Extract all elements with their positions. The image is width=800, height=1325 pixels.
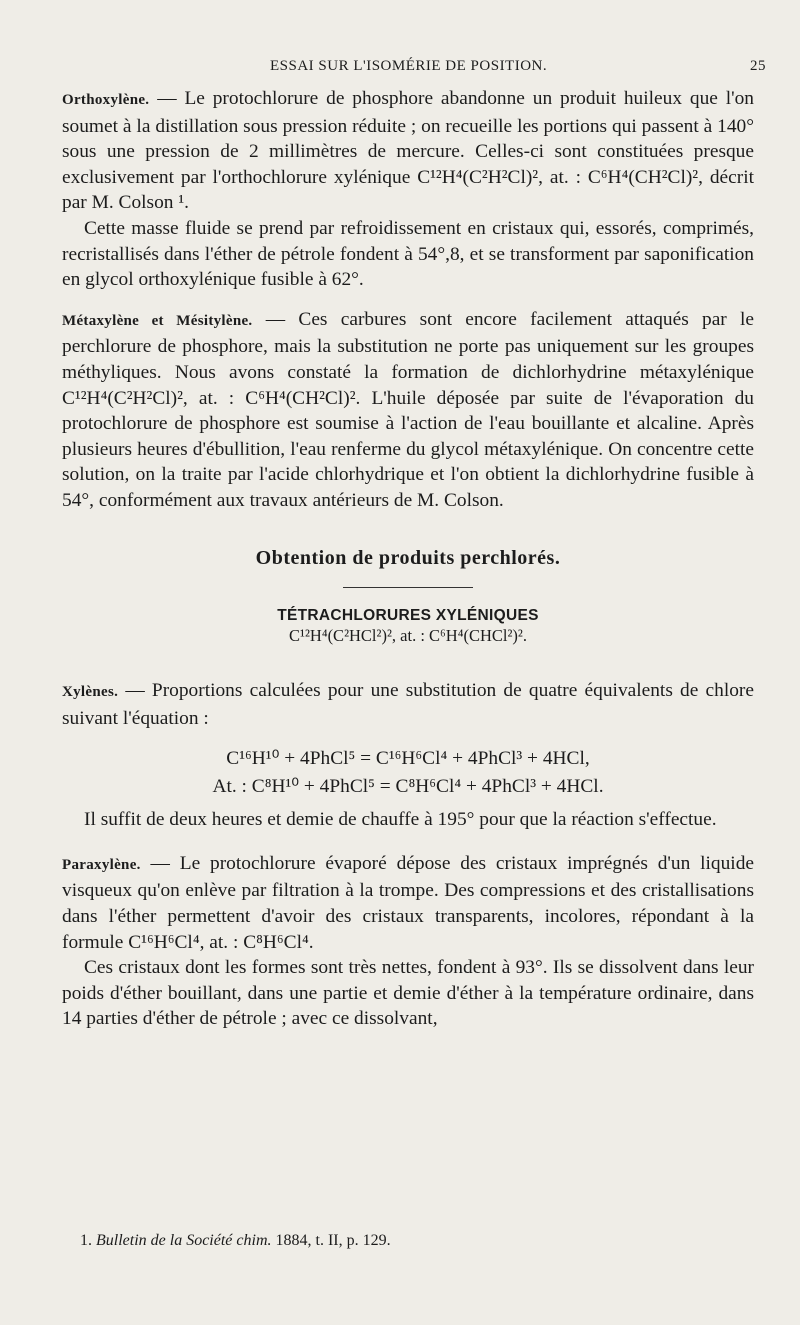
subsection-formula: C¹²H⁴(C²HCl²)², at. : C⁶H⁴(CHCl²)². [289,626,527,646]
runin-paraxylene: Paraxylène. [62,856,141,873]
paragraph-xylenes [62,678,754,731]
equation-line-2: At. : C⁸H¹⁰ + 4PhCl⁵ = C⁸H⁶Cl⁴ + 4PhCl³ + 4HCl. [212,776,604,798]
section-divider [343,587,473,588]
running-header [0,58,800,82]
runin-orthoxylene: Orthoxylène. [62,92,150,108]
metaxylene-text: — Ces carbures sont encore facilement attaqués par le perchlorure de phosphore, mais la substitution ne porte pas uniquement sur les groupes méthyliques. Nous avons constaté la formation de dichlorhydrine métaxylénique C¹²H⁴(C²H²Cl)², at. : C⁶H⁴(CH²Cl)². L'huile déposée par suite de l'évaporation du protochlorure de phosphore est soumise à l'action de l'eau bouillante et alcaline. Après plusieurs heures d'ébullition, l'eau renferme du glycol métaxylénique. On concentre cette solution, on la traite par l'acide chlorhydrique et l'on obtient la dichlorhydrine fusible à 54°, conformément aux travaux antérieurs de M. Colson. [62,308,755,511]
paragraph-orthoxylene-2: Cette masse fluide se prend par refroidissement en cristaux qui, essorés, comprimés, recristallisés dans l'éther de pétrole fondent à 54°,8, et se transforment par saponification en glycol orthoxylénique fusible à 62°. [62,217,754,291]
body-text [62,86,754,1032]
page-number: 25 [750,58,766,74]
running-title: ESSAI SUR L'ISOMÉRIE DE POSITION. [270,58,548,74]
equation-line-1: C¹⁶H¹⁰ + 4PhCl⁵ = C¹⁶H⁶Cl⁴ + 4PhCl³ + 4HCl, [226,748,590,770]
section-heading: Obtention de produits perchlorés. [255,546,561,569]
runin-xylenes: Xylènes. [62,684,119,701]
paragraph-orthoxylene [62,86,754,216]
equation-block [62,745,754,801]
paragraph-paraxylene [62,851,754,955]
runin-metaxylene: Métaxylène et Mésitylène. [62,312,253,329]
paragraph-xylenes-2: Il suffit de deux heures et demie de chauffe à 195° pour que la réaction s'effectue. [84,809,717,831]
orthoxylene-text: — Le protochlorure de phosphore abandonne un produit huileux que l'on soumet à la distillation sous pression réduite ; on recueille les portions qui passent à 140° sous une pression de 2 millimètres de mercure. Celles-ci sont constituées presque exclusivement par l'orthochlorure xylénique C¹²H⁴(C²H²Cl)², at. : C⁶H⁴(CH²Cl)², décrit par M. Colson ¹. [62,88,754,214]
footnote-number: 1. [80,1232,92,1249]
footnote-details: 1884, t. II, p. 129. [271,1232,391,1249]
footnote-source: Bulletin de la Société chim. [96,1232,272,1249]
paraxylene-text: — Le protochlorure évaporé dépose des cristaux imprégnés d'un liquide visqueux qu'on enlève par filtration à la trompe. Des compressions et des cristallisations dans l'éther permettent d'avoir des cristaux transparents, incolores, répondant à la formule C¹⁶H⁶Cl⁴, at. : C⁸H⁶Cl⁴. [62,852,754,953]
paragraph-paraxylene-2: Ces cristaux dont les formes sont très nettes, fondent à 93°. Ils se dissolvent dans leur poids d'éther bouillant, dans une partie et demie d'éther à la température ordinaire, dans 14 parties d'éther de pétrole ; avec ce dissolvant, [62,957,754,1030]
subsection-heading: TÉTRACHLORURES XYLÉNIQUES [277,607,539,625]
footnote [80,1232,391,1250]
xylenes-text: — Proportions calculées pour une substitution de quatre équivalents de chlore suivant l'équation : [62,680,754,729]
paragraph-metaxylene [62,307,754,514]
